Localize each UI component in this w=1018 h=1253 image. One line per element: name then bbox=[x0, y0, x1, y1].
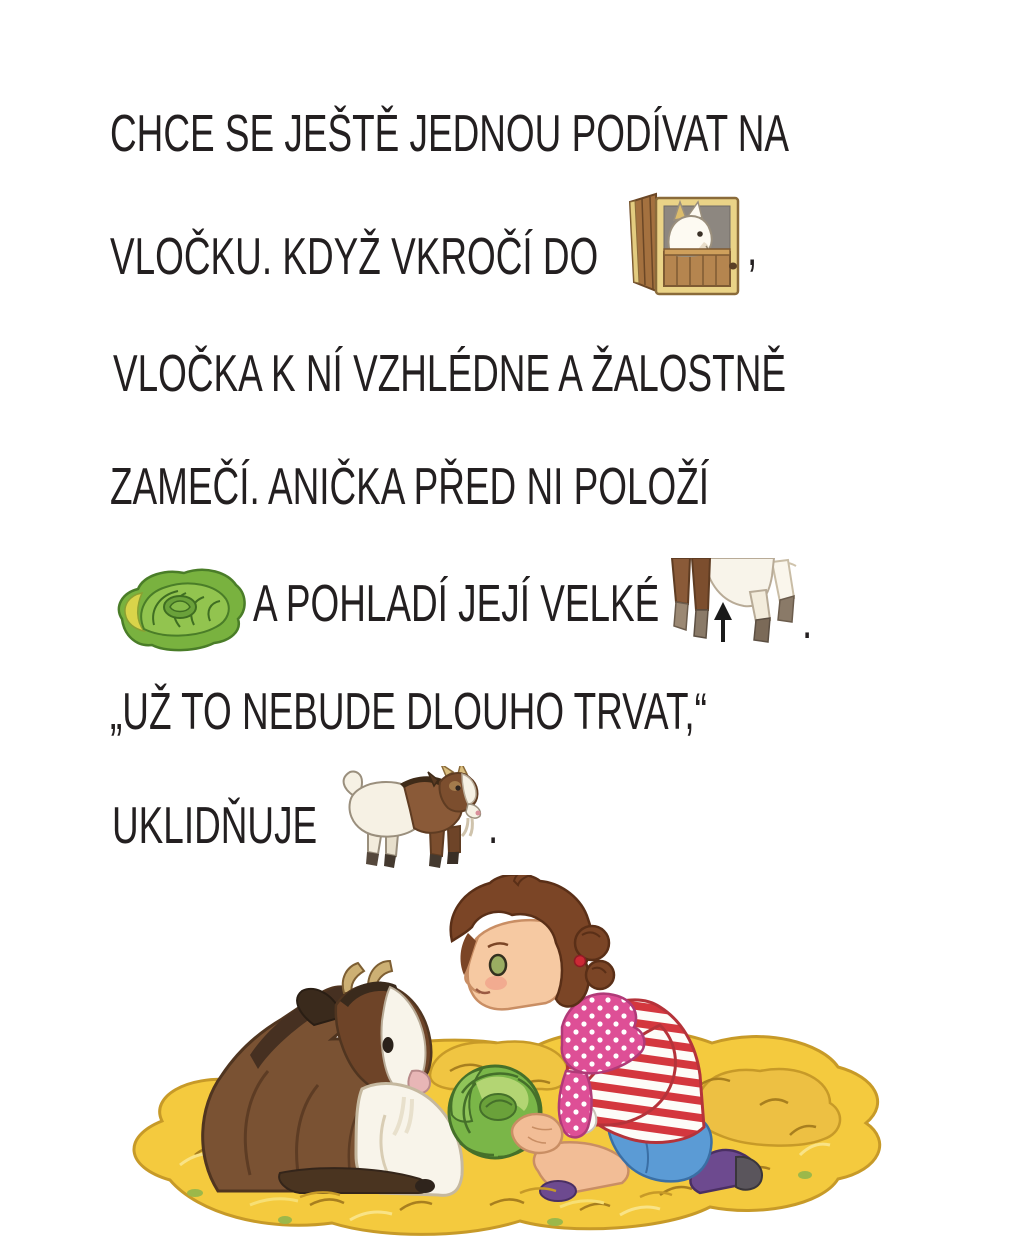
stable-half-door bbox=[664, 252, 730, 286]
story-line-7: UKLIDŇUJE bbox=[112, 797, 318, 855]
girl-hand bbox=[512, 1114, 562, 1153]
rebus-goat-belly-with-arrow-icon bbox=[666, 558, 800, 646]
stable-door-open-panel bbox=[630, 194, 659, 292]
rebus-goat-icon bbox=[334, 766, 486, 874]
story-line-7-period: . bbox=[488, 797, 499, 855]
half-door-rail bbox=[664, 249, 730, 255]
story-line-4: ZAMEČÍ. ANIČKA PŘED NI POLOŽÍ bbox=[110, 458, 710, 516]
story-line-6: „UŽ TO NEBUDE DLOUHO TRVAT,“ bbox=[110, 683, 707, 741]
story-line-5: A POHLADÍ JEJÍ VELKÉ bbox=[253, 575, 660, 633]
rebus-stable-door-with-goat-icon bbox=[622, 190, 744, 302]
girl-hair-tie bbox=[575, 956, 586, 967]
arrow-up-icon bbox=[714, 602, 732, 642]
scene-illustration bbox=[100, 875, 920, 1250]
girl-eye bbox=[490, 955, 506, 975]
rebus-lettuce-icon bbox=[110, 563, 248, 653]
story-line-2: VLOČKU. KDYŽ VKROČÍ DO bbox=[110, 228, 599, 286]
story-line-5-period: . bbox=[802, 592, 813, 650]
door-knob bbox=[729, 263, 737, 270]
girl-face bbox=[468, 920, 564, 1009]
story-line-3: VLOČKA K NÍ VZHLÉDNE A ŽALOSTNĚ bbox=[113, 345, 786, 403]
girl-boot-toe bbox=[540, 1181, 576, 1201]
story-line-1: CHCE SE JEŠTĚ JEDNOU PODÍVAT NA bbox=[110, 105, 790, 163]
story-line-2-comma: , bbox=[747, 219, 758, 277]
